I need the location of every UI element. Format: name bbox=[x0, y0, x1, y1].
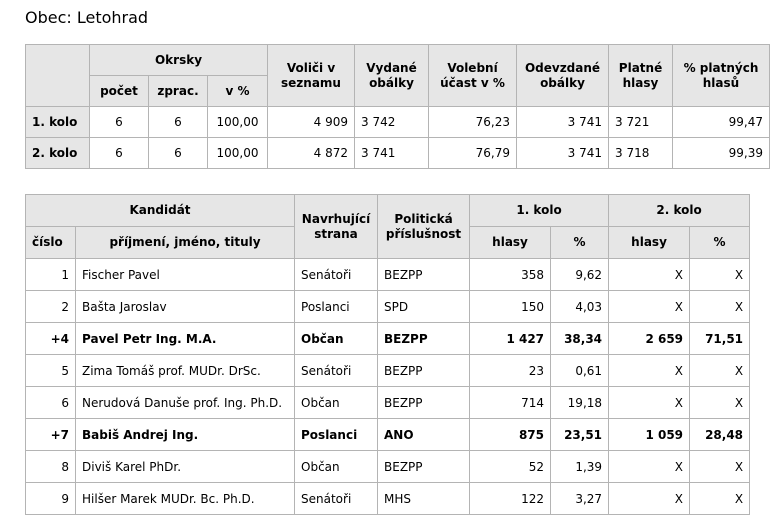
cand-name-cell: Bašta Jaroslav bbox=[76, 291, 295, 323]
candidate-row bbox=[26, 259, 750, 291]
pct-platnych-cell: 99,39 bbox=[673, 138, 770, 169]
zprac-header: zprac. bbox=[149, 76, 208, 107]
navrhujici-cell: Občan bbox=[295, 451, 378, 483]
vpct-cell: 100,00 bbox=[208, 107, 268, 138]
cand-name-cell: Diviš Karel PhDr. bbox=[76, 451, 295, 483]
pct1-cell: 38,34 bbox=[551, 323, 609, 355]
politicka-cell: SPD bbox=[378, 291, 470, 323]
hlasy2-cell: 2 659 bbox=[609, 323, 690, 355]
volici-cell: 4 872 bbox=[268, 138, 355, 169]
cand-number-cell: 1 bbox=[26, 259, 76, 291]
pocet-cell: 6 bbox=[90, 107, 149, 138]
summary-corner-header bbox=[26, 45, 90, 107]
pocet-cell: 6 bbox=[90, 138, 149, 169]
volici-header: Voliči v seznamu bbox=[268, 45, 355, 107]
hlasy1-cell: 875 bbox=[470, 419, 551, 451]
hlasy2-cell: X bbox=[609, 259, 690, 291]
navrhujici-cell: Senátoři bbox=[295, 259, 378, 291]
vydane-header: Vydané obálky bbox=[355, 45, 429, 107]
cand-number-cell: +4 bbox=[26, 323, 76, 355]
pct1-cell: 0,61 bbox=[551, 355, 609, 387]
zprac-cell: 6 bbox=[149, 138, 208, 169]
cand-number-cell: 9 bbox=[26, 483, 76, 515]
politicka-cell: ANO bbox=[378, 419, 470, 451]
kolo2-header: 2. kolo bbox=[609, 195, 750, 227]
page-title: Obec: Letohrad bbox=[25, 8, 149, 27]
pct2-cell: X bbox=[690, 387, 750, 419]
politicka-header: Politická příslušnost bbox=[378, 195, 470, 259]
pct2-cell: 28,48 bbox=[690, 419, 750, 451]
hlasy1-cell: 714 bbox=[470, 387, 551, 419]
candidate-row bbox=[26, 323, 750, 355]
pct2-cell: 71,51 bbox=[690, 323, 750, 355]
hlasy1-header: hlasy bbox=[470, 227, 551, 259]
platne-cell: 3 721 bbox=[609, 107, 673, 138]
summary-row bbox=[26, 138, 770, 169]
navrhujici-cell: Občan bbox=[295, 323, 378, 355]
pct1-cell: 9,62 bbox=[551, 259, 609, 291]
odevzdane-cell: 3 741 bbox=[517, 107, 609, 138]
cand-name-cell: Zima Tomáš prof. MUDr. DrSc. bbox=[76, 355, 295, 387]
round-label: 1. kolo bbox=[26, 107, 90, 138]
hlasy2-cell: 1 059 bbox=[609, 419, 690, 451]
hlasy1-cell: 122 bbox=[470, 483, 551, 515]
vpct-header: v % bbox=[208, 76, 268, 107]
pct2-cell: X bbox=[690, 259, 750, 291]
pct1-cell: 4,03 bbox=[551, 291, 609, 323]
hlasy2-cell: X bbox=[609, 291, 690, 323]
zprac-cell: 6 bbox=[149, 107, 208, 138]
cand-name-cell: Babiš Andrej Ing. bbox=[76, 419, 295, 451]
hlasy2-cell: X bbox=[609, 355, 690, 387]
pct2-header: % bbox=[690, 227, 750, 259]
pct1-cell: 1,39 bbox=[551, 451, 609, 483]
pct1-header: % bbox=[551, 227, 609, 259]
candidate-row bbox=[26, 451, 750, 483]
volici-cell: 4 909 bbox=[268, 107, 355, 138]
politicka-cell: MHS bbox=[378, 483, 470, 515]
pct2-cell: X bbox=[690, 451, 750, 483]
candidate-row bbox=[26, 291, 750, 323]
candidates-table bbox=[25, 194, 750, 515]
navrhujici-cell: Poslanci bbox=[295, 419, 378, 451]
politicka-cell: BEZPP bbox=[378, 355, 470, 387]
odevzdane-header: Odevzdané obálky bbox=[517, 45, 609, 107]
hlasy2-header: hlasy bbox=[609, 227, 690, 259]
navrhujici-cell: Senátoři bbox=[295, 483, 378, 515]
hlasy2-cell: X bbox=[609, 387, 690, 419]
candidate-row bbox=[26, 387, 750, 419]
candidate-row bbox=[26, 483, 750, 515]
pct-platnych-cell: 99,47 bbox=[673, 107, 770, 138]
summary-table bbox=[25, 44, 770, 169]
pct2-cell: X bbox=[690, 355, 750, 387]
cand-name-cell: Pavel Petr Ing. M.A. bbox=[76, 323, 295, 355]
candidate-row bbox=[26, 419, 750, 451]
candidate-row bbox=[26, 355, 750, 387]
kolo1-header: 1. kolo bbox=[470, 195, 609, 227]
navrhujici-cell: Občan bbox=[295, 387, 378, 419]
vydane-cell: 3 741 bbox=[355, 138, 429, 169]
navrhujici-header: Navrhující strana bbox=[295, 195, 378, 259]
politicka-cell: BEZPP bbox=[378, 387, 470, 419]
okrsky-header: Okrsky bbox=[90, 45, 268, 76]
cand-name-cell: Hilšer Marek MUDr. Bc. Ph.D. bbox=[76, 483, 295, 515]
pct1-cell: 3,27 bbox=[551, 483, 609, 515]
hlasy2-cell: X bbox=[609, 483, 690, 515]
platne-header: Platné hlasy bbox=[609, 45, 673, 107]
jmeno-header: příjmení, jméno, tituly bbox=[76, 227, 295, 259]
hlasy1-cell: 52 bbox=[470, 451, 551, 483]
pocet-header: počet bbox=[90, 76, 149, 107]
politicka-cell: BEZPP bbox=[378, 259, 470, 291]
vydane-cell: 3 742 bbox=[355, 107, 429, 138]
pct2-cell: X bbox=[690, 291, 750, 323]
ucast-cell: 76,79 bbox=[429, 138, 517, 169]
cand-number-cell: 8 bbox=[26, 451, 76, 483]
pct1-cell: 19,18 bbox=[551, 387, 609, 419]
odevzdane-cell: 3 741 bbox=[517, 138, 609, 169]
pct2-cell: X bbox=[690, 483, 750, 515]
kandidat-header: Kandidát bbox=[26, 195, 295, 227]
ucast-header: Volební účast v % bbox=[429, 45, 517, 107]
cand-name-cell: Fischer Pavel bbox=[76, 259, 295, 291]
hlasy1-cell: 1 427 bbox=[470, 323, 551, 355]
pct-platnych-header: % platných hlasů bbox=[673, 45, 770, 107]
round-label: 2. kolo bbox=[26, 138, 90, 169]
ucast-cell: 76,23 bbox=[429, 107, 517, 138]
hlasy1-cell: 358 bbox=[470, 259, 551, 291]
navrhujici-cell: Senátoři bbox=[295, 355, 378, 387]
hlasy1-cell: 150 bbox=[470, 291, 551, 323]
cand-name-cell: Nerudová Danuše prof. Ing. Ph.D. bbox=[76, 387, 295, 419]
pct1-cell: 23,51 bbox=[551, 419, 609, 451]
platne-cell: 3 718 bbox=[609, 138, 673, 169]
cislo-header: číslo bbox=[26, 227, 76, 259]
politicka-cell: BEZPP bbox=[378, 323, 470, 355]
hlasy1-cell: 23 bbox=[470, 355, 551, 387]
cand-number-cell: 5 bbox=[26, 355, 76, 387]
cand-number-cell: 2 bbox=[26, 291, 76, 323]
summary-row bbox=[26, 107, 770, 138]
hlasy2-cell: X bbox=[609, 451, 690, 483]
cand-number-cell: +7 bbox=[26, 419, 76, 451]
vpct-cell: 100,00 bbox=[208, 138, 268, 169]
politicka-cell: BEZPP bbox=[378, 451, 470, 483]
navrhujici-cell: Poslanci bbox=[295, 291, 378, 323]
cand-number-cell: 6 bbox=[26, 387, 76, 419]
